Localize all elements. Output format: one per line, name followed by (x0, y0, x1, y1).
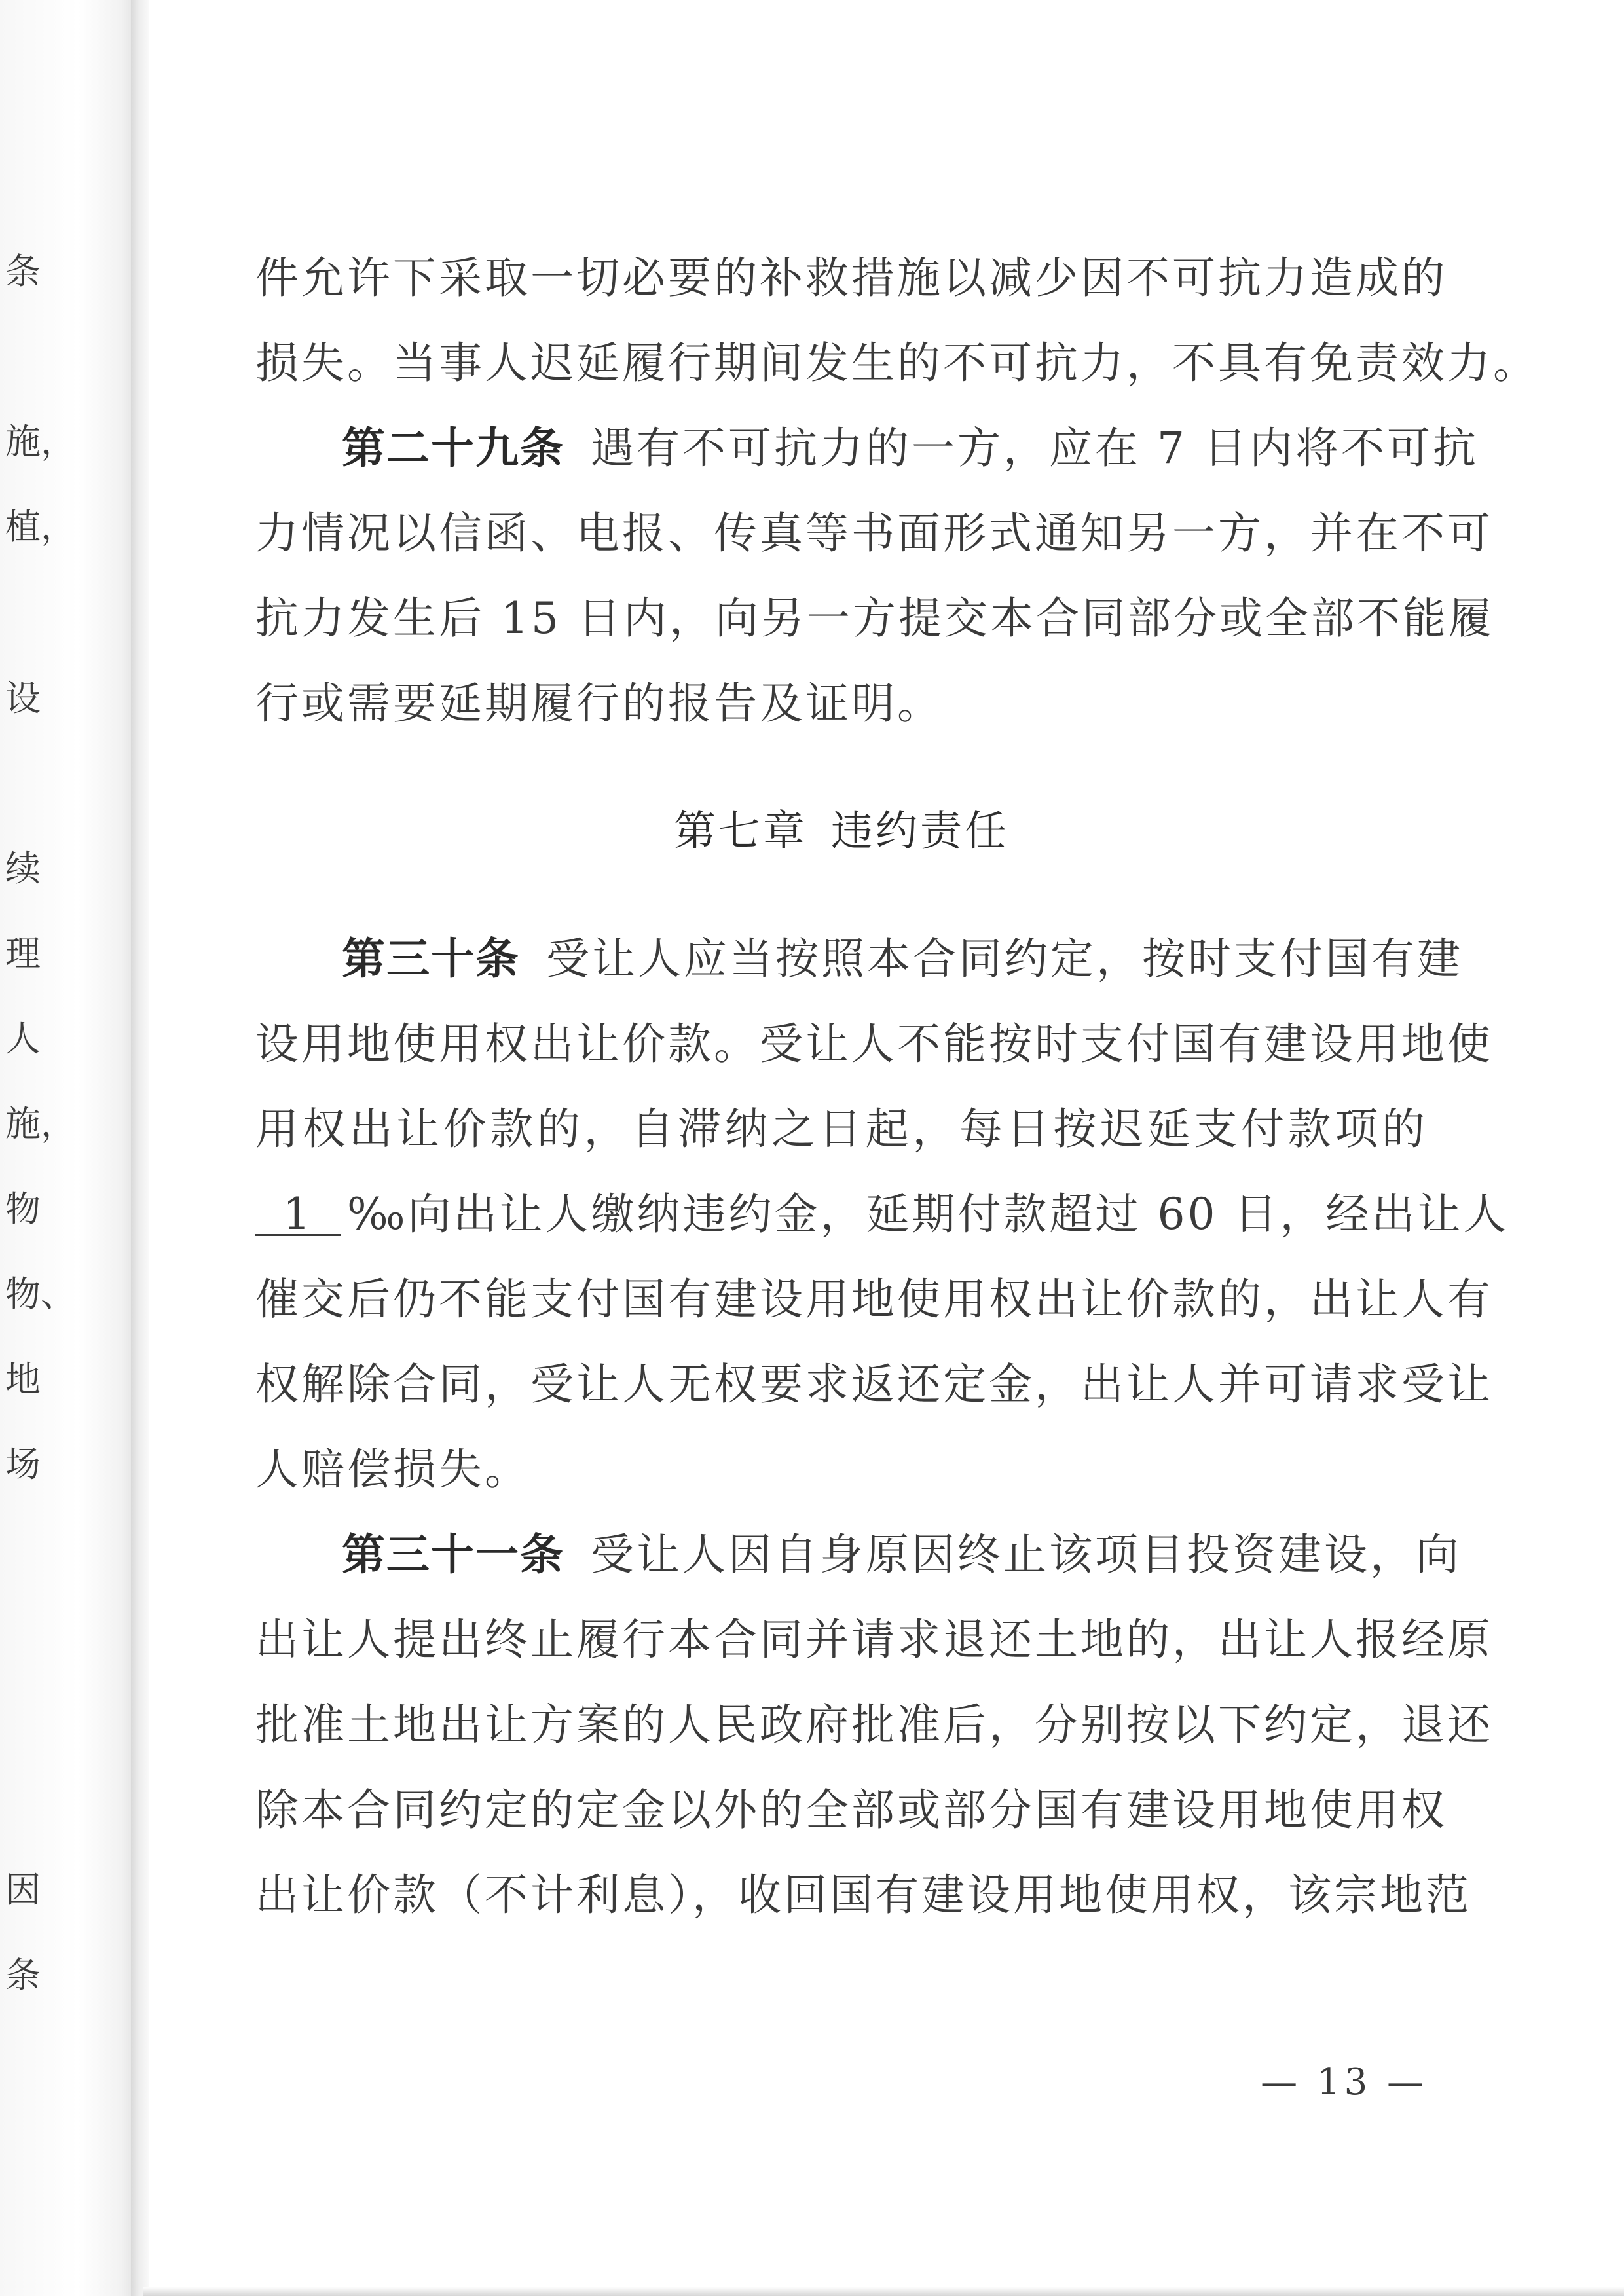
page-bottom-edge (143, 2287, 1624, 2296)
paragraph-line: 催交后仍不能支付国有建设用地使用权出让价款的，出让人有 (255, 1274, 1493, 1324)
paragraph-line: 行或需要延期履行的报告及证明。 (255, 678, 943, 729)
chapter-heading (255, 746, 1428, 917)
strip-char: 物、 (5, 1273, 76, 1315)
paragraph-line: 用权出让价款的，自滞纳之日起，每日按迟延支付款项的 (255, 1104, 1428, 1154)
paragraph-line: 批准土地出让方案的人民政府批准后，分别按以下约定，退还 (255, 1700, 1493, 1750)
page-number: — 13 — (1261, 2061, 1428, 2104)
article-30-number: 第三十条 (342, 934, 520, 984)
chapter-number: 第七章 (674, 807, 807, 856)
strip-char: 场 (5, 1444, 41, 1485)
strip-char: 理 (5, 933, 41, 974)
paragraph-line: 抗力发生后 15 日内，向另一方提交本合同部分或全部不能履 (255, 593, 1494, 644)
document-body (255, 236, 1539, 1938)
strip-char: 人 (5, 1018, 41, 1059)
penalty-rate-blank: 1 (255, 1195, 341, 1236)
strip-char: 条 (5, 251, 41, 292)
article-31-text: 受让人因自身原因终止该项目投资建设，向 (591, 1529, 1462, 1580)
strip-char: 物 (5, 1188, 41, 1230)
penalty-rate-text: ‰向出让人缴纳违约金，延期付款超过 60 日，经出让人 (347, 1189, 1509, 1239)
paragraph-line (255, 1172, 1509, 1257)
article-29-text: 遇有不可抗力的一方，应在 7 日内将不可抗 (591, 423, 1479, 473)
paragraph-line: 件允许下采取一切必要的补救措施以减少因不可抗力造成的 (255, 253, 1447, 303)
strip-char: 设 (5, 678, 41, 719)
article-29-number: 第二十九条 (342, 423, 564, 473)
strip-char: 条 (5, 1954, 41, 1995)
paragraph-line: 除本合同约定的定金以外的全部或部分国有建设用地使用权 (255, 1785, 1447, 1835)
book-spine-shadow (131, 0, 149, 2296)
article-31-number: 第三十一条 (342, 1529, 564, 1580)
strip-char: 植， (5, 506, 76, 547)
strip-char: 施， (5, 421, 76, 462)
paragraph-line: 人赔偿损失。 (255, 1444, 530, 1495)
strip-char: 续 (5, 848, 41, 889)
article-30-line (255, 917, 1463, 1002)
paragraph-line: 出让价款（不计利息），收回国有建设用地使用权，该宗地范 (255, 1870, 1471, 1920)
article-29-line (255, 406, 1479, 491)
strip-char: 施， (5, 1103, 76, 1144)
paragraph-line: 设用地使用权出让价款。受让人不能按时支付国有建设用地使 (255, 1019, 1493, 1069)
adjacent-page-strip (0, 0, 143, 2296)
chapter-name: 违约责任 (831, 807, 1009, 856)
paragraph-line: 损失。当事人迟延履行期间发生的不可抗力，不具有免责效力。 (255, 338, 1539, 388)
strip-char: 因 (5, 1869, 41, 1910)
paragraph-line: 权解除合同，受让人无权要求返还定金，出让人并可请求受让 (255, 1359, 1493, 1410)
article-30-text: 受让人应当按照本合同约定，按时支付国有建 (546, 934, 1463, 984)
article-31-line (255, 1512, 1462, 1597)
strip-char: 地 (5, 1358, 41, 1400)
paragraph-line: 力情况以信函、电报、传真等书面形式通知另一方，并在不可 (255, 508, 1493, 558)
paragraph-line: 出让人提出终止履行本合同并请求退还土地的，出让人报经原 (255, 1614, 1493, 1665)
